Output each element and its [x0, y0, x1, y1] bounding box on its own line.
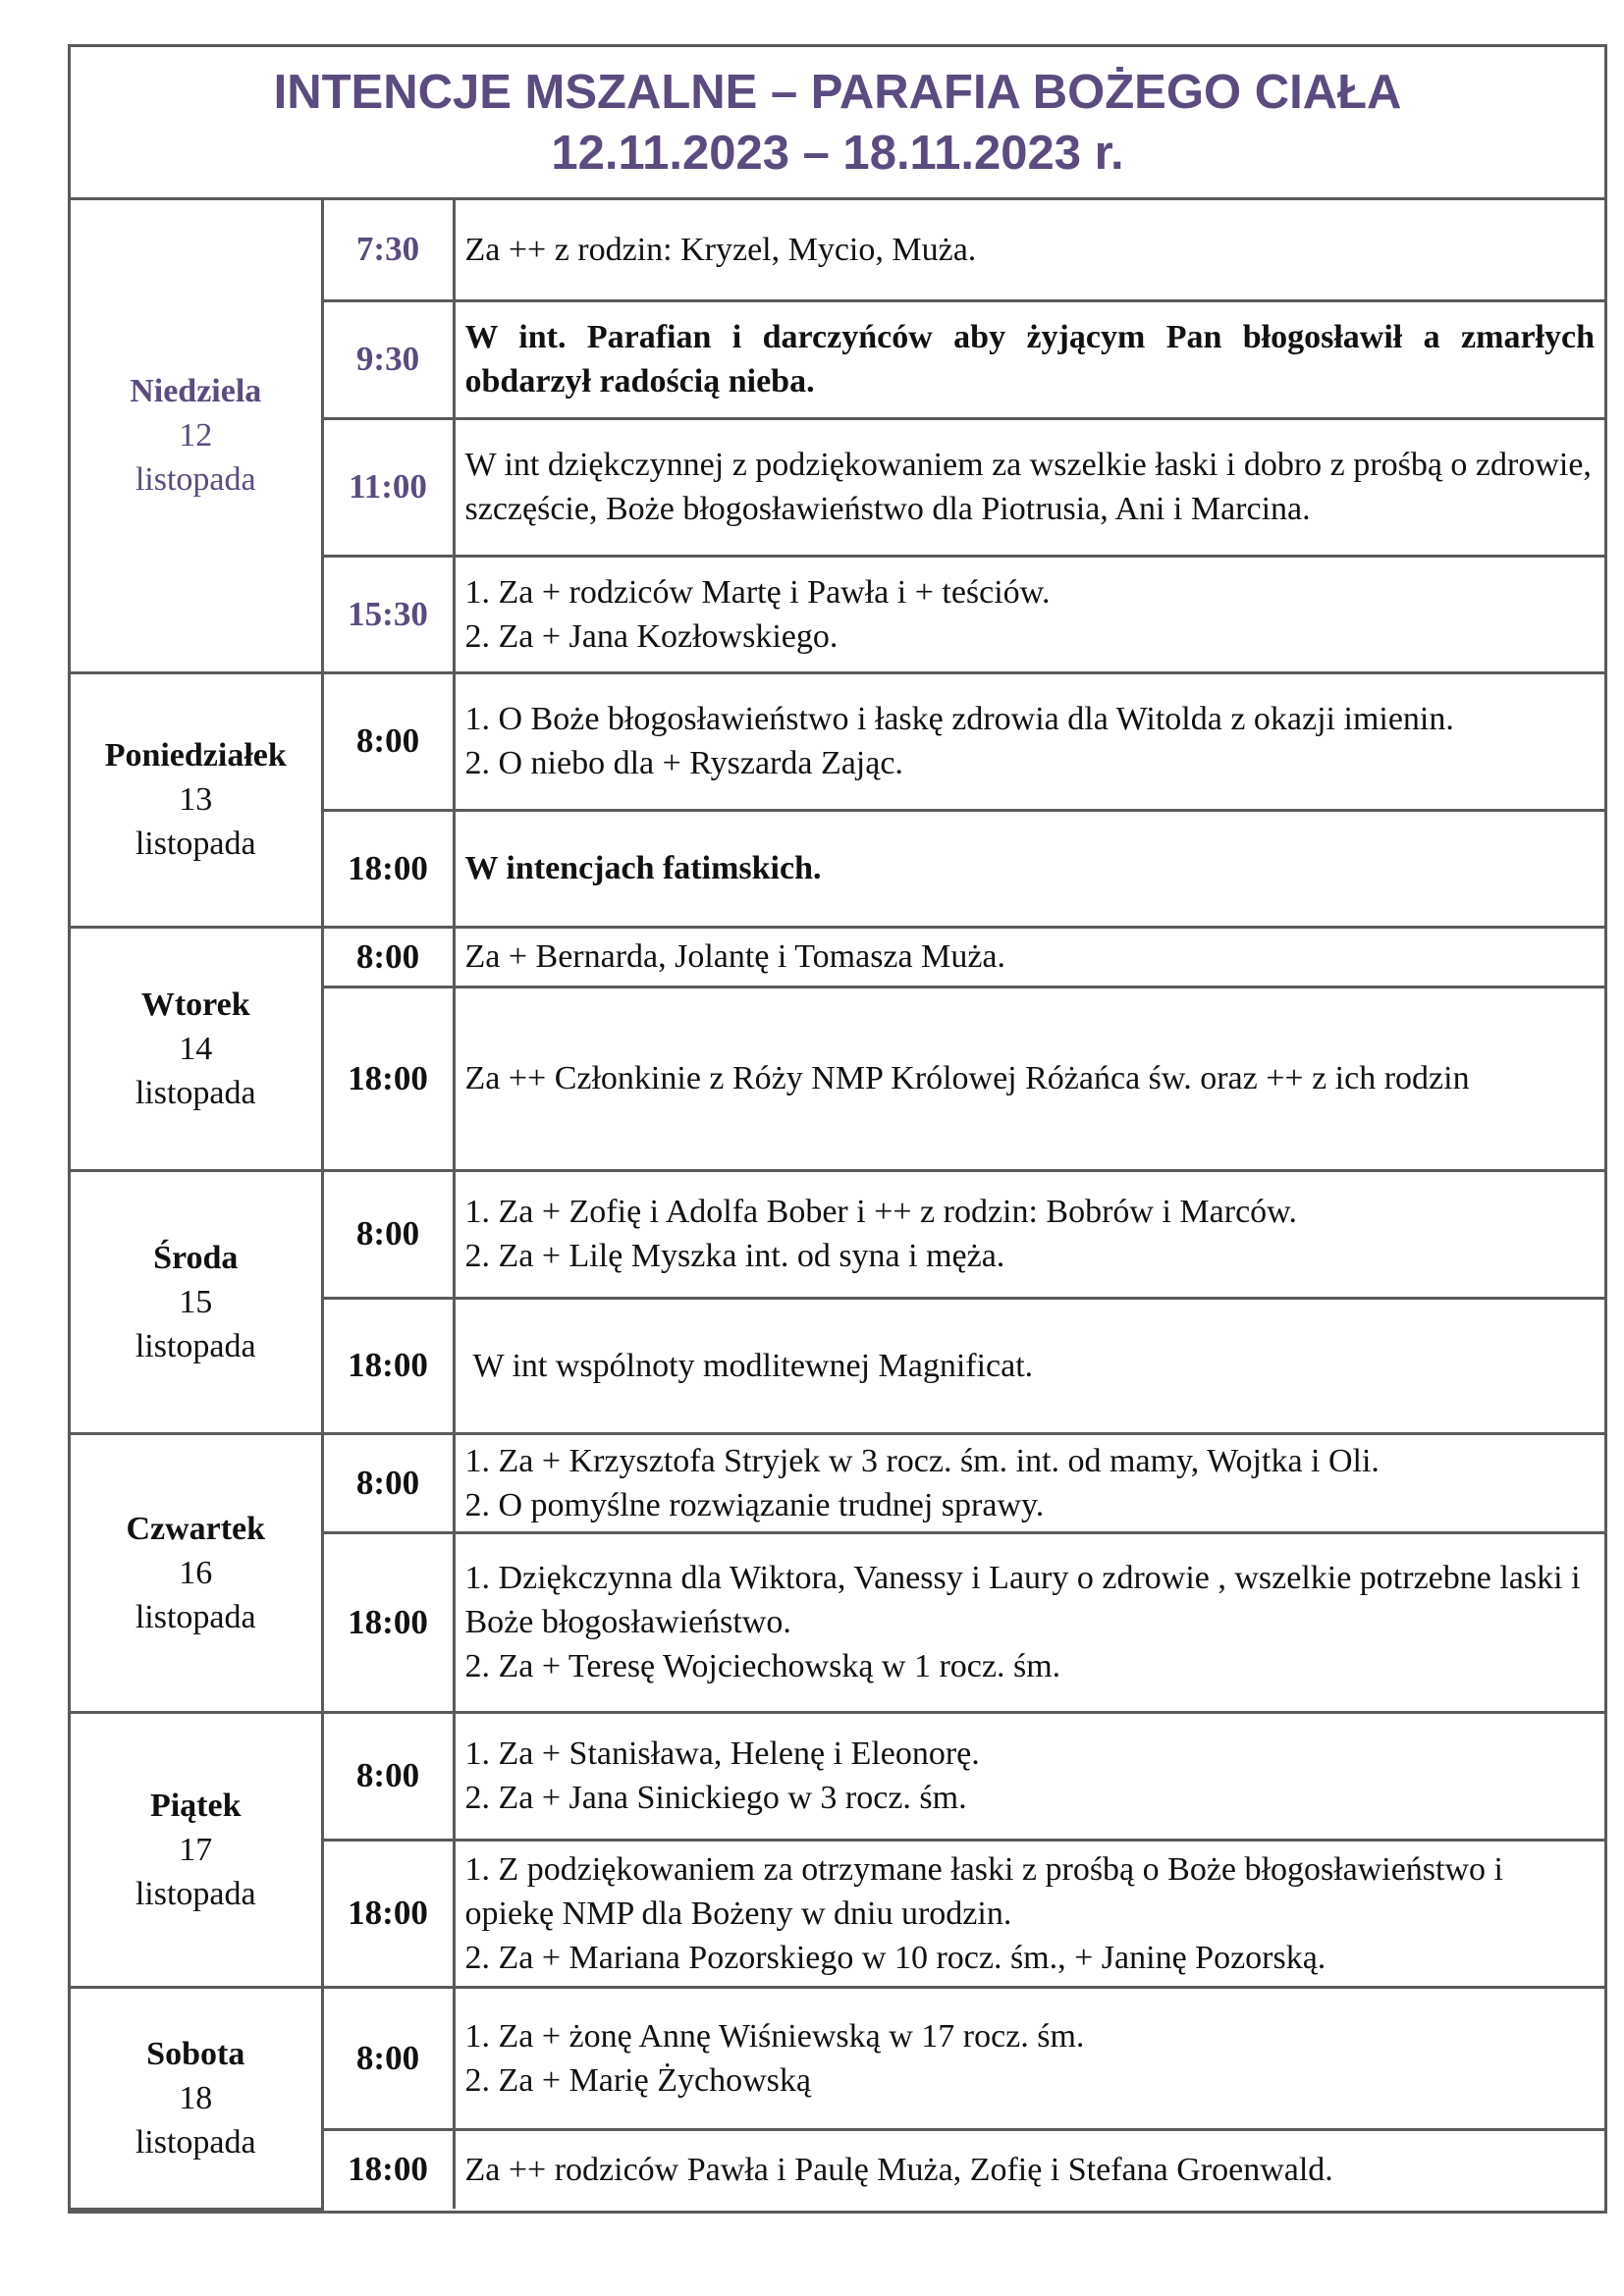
- mass-time: 15:30: [322, 556, 454, 672]
- intention-line: W int. Parafian i darczyńców aby żyjącym Pan błogosławił a zmarłych obdarzył radością nieba.: [464, 319, 1595, 400]
- intention-line: 1. Za + rodziców Martę i Pawła i + teściów.: [464, 573, 1051, 611]
- day-number: 14: [179, 1030, 213, 1067]
- intention-line: W int wspólnoty modlitewnej Magnificat.: [472, 1347, 1034, 1384]
- day-name: Wtorek: [140, 986, 250, 1023]
- intention-line: 2. Za + Marię Żychowską: [464, 2061, 811, 2099]
- intention-line: 1. O Boże błogosławieństwo i łaskę zdrowia dla Witolda z okazji imienin.: [464, 701, 1454, 737]
- intention-line: 2. Za + Jana Sinickiego w 3 rocz. śm.: [464, 1780, 967, 1816]
- table-row: [71, 1433, 1604, 1532]
- day-name: Piątek: [149, 1787, 242, 1824]
- mass-time: 8:00: [322, 1712, 454, 1840]
- day-name: Niedziela: [130, 373, 262, 410]
- table-row: [71, 1170, 1604, 1298]
- day-cell-wtorek: [71, 927, 322, 1170]
- day-month: listopada: [135, 826, 256, 862]
- day-cell-sobota: [71, 1987, 322, 2209]
- day-month: listopada: [135, 2123, 256, 2161]
- intention-line: W int dziękczynnej z podziękowaniem za wszelkie łaski i dobro z prośbą o zdrowie, szczęście, Boże błogosławieństwo dla Piotrusia, Ani i Marcina.: [464, 447, 1592, 527]
- intention-line: 2. Za + Mariana Pozorskiego w 10 rocz. śm., + Janinę Pozorską.: [464, 1939, 1326, 1976]
- intention-line: 1. Za + Stanisława, Helenę i Eleonorę.: [464, 1735, 980, 1772]
- mass-time: 8:00: [322, 672, 454, 810]
- mass-time: 7:30: [322, 200, 454, 300]
- document-title: INTENCJE MSZALNE – PARAFIA BOŻEGO CIAŁA: [273, 65, 1402, 119]
- mass-intention: [454, 1170, 1604, 1298]
- mass-intention: [454, 1298, 1604, 1433]
- table-row: [71, 200, 1604, 300]
- intention-line: 1. Za + Zofię i Adolfa Bober i ++ z rodzin: Bobrów i Marców.: [464, 1194, 1298, 1230]
- intention-line: Za ++ z rodzin: Kryzel, Mycio, Muża.: [464, 231, 977, 268]
- mass-time: 18:00: [322, 987, 454, 1170]
- mass-time: 9:30: [322, 300, 454, 418]
- day-cell-niedziela: [71, 200, 322, 672]
- day-cell-piatek: [71, 1712, 322, 1987]
- intention-line: W intencjach fatimskich.: [464, 850, 822, 886]
- intention-line: Za ++ rodziców Pawła i Paulę Muża, Zofię i Stefana Groenwald.: [464, 2151, 1333, 2188]
- mass-intention: [454, 810, 1604, 927]
- intention-line: Za + Bernarda, Jolantę i Tomasza Muża.: [464, 938, 1006, 975]
- day-number: 13: [179, 781, 213, 818]
- mass-intention: [454, 1433, 1604, 1532]
- mass-time: 8:00: [322, 927, 454, 987]
- mass-intention: [454, 1987, 1604, 2129]
- mass-time: 18:00: [322, 2129, 454, 2209]
- day-name: Czwartek: [126, 1510, 266, 1547]
- day-name: Środa: [153, 1239, 239, 1276]
- day-name: Poniedziałek: [104, 737, 287, 774]
- intention-line: 2. Za + Lilę Myszka int. od syna i męża.: [464, 1238, 1005, 1274]
- mass-time: 18:00: [322, 1840, 454, 1987]
- day-number: 17: [179, 1831, 213, 1868]
- table-row: [71, 1712, 1604, 1840]
- day-number: 12: [179, 417, 213, 454]
- mass-time: 11:00: [322, 418, 454, 556]
- mass-intention: [454, 672, 1604, 810]
- mass-intention: [454, 418, 1604, 556]
- mass-time: 18:00: [322, 1298, 454, 1433]
- intention-line: 2. O pomyślne rozwiązanie trudnej sprawy.: [464, 1486, 1045, 1523]
- intention-line: 1. Za + Krzysztofa Stryjek w 3 rocz. śm. int. od mamy, Wojtka i Oli.: [464, 1442, 1380, 1479]
- intention-line: 1. Z podziękowaniem za otrzymane łaski z prośbą o Boże błogosławieństwo i opiekę NMP dla Bożeny w dniu urodzin.: [464, 1850, 1503, 1932]
- day-month: listopada: [135, 1875, 256, 1912]
- day-month: listopada: [135, 1074, 256, 1111]
- mass-intention: [454, 200, 1604, 300]
- table-row: [71, 1987, 1604, 2129]
- mass-time: 8:00: [322, 1170, 454, 1298]
- mass-intention: [454, 1532, 1604, 1712]
- day-cell-sroda: [71, 1170, 322, 1433]
- mass-intention: [454, 2129, 1604, 2209]
- day-name: Sobota: [146, 2035, 245, 2072]
- day-month: listopada: [135, 461, 256, 499]
- intention-line: 2. O niebo dla + Ryszarda Zając.: [464, 745, 903, 781]
- intentions-table: [71, 200, 1604, 2211]
- mass-intentions-page: [68, 44, 1607, 2214]
- mass-time: 18:00: [322, 810, 454, 927]
- mass-intention: [454, 987, 1604, 1170]
- day-number: 16: [179, 1554, 213, 1591]
- intention-line: Za ++ Członkinie z Róży NMP Królowej Różańca św. oraz ++ z ich rodzin: [464, 1060, 1470, 1096]
- day-number: 15: [179, 1283, 213, 1320]
- mass-intention: [454, 300, 1604, 418]
- intention-line: 1. Dziękczynna dla Wiktora, Vanessy i Laury o zdrowie , wszelkie potrzebne laski i Boże błogosławieństwo.: [464, 1560, 1581, 1640]
- schedule-frame: [68, 44, 1607, 2214]
- mass-intention: [454, 1712, 1604, 1840]
- mass-time: 18:00: [322, 1532, 454, 1712]
- day-month: listopada: [135, 1598, 256, 1635]
- day-cell-czwartek: [71, 1433, 322, 1712]
- intention-line: 2. Za + Jana Kozłowskiego.: [464, 617, 839, 655]
- day-month: listopada: [135, 1327, 256, 1364]
- table-row: [71, 927, 1604, 987]
- table-row: [71, 672, 1604, 810]
- intention-line: 2. Za + Teresę Wojciechowską w 1 rocz. śm.: [464, 1648, 1061, 1684]
- mass-time: 8:00: [322, 1433, 454, 1532]
- day-cell-poniedzialek: [71, 672, 322, 927]
- document-header: [71, 47, 1604, 200]
- intention-line: 1. Za + żonę Annę Wiśniewską w 17 rocz. śm.: [464, 2017, 1085, 2055]
- mass-intention: [454, 927, 1604, 987]
- mass-intention: [454, 1840, 1604, 1987]
- date-range: 12.11.2023 – 18.11.2023 r.: [551, 126, 1124, 180]
- day-number: 18: [179, 2079, 213, 2116]
- mass-intention: [454, 556, 1604, 672]
- mass-time: 8:00: [322, 1987, 454, 2129]
